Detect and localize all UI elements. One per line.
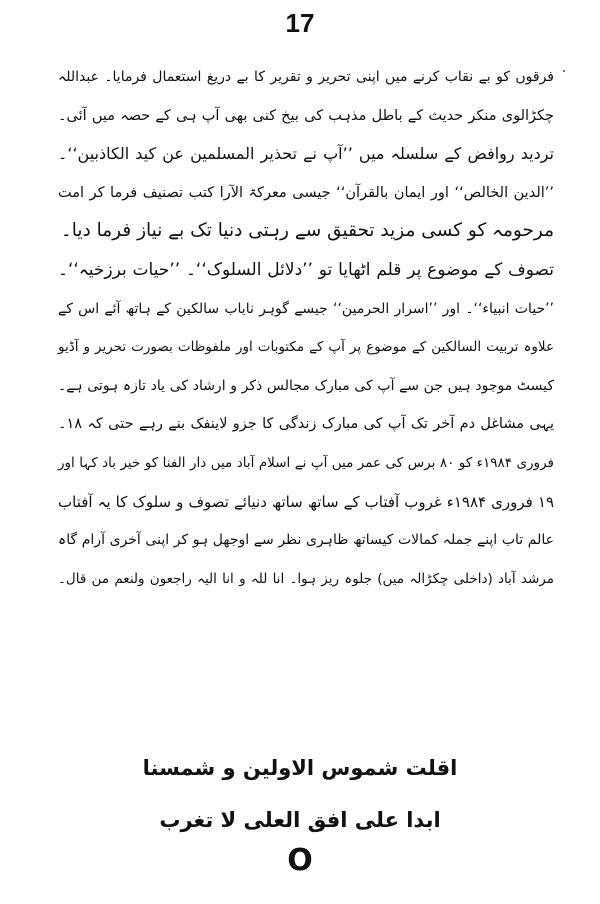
text-line: ’’حیات انبیاء‘‘۔ اور ’’اسرار الحرمین‘‘ جیسے گوہر نایاب سالکین کے ہاتھ آئے اس کے — [58, 300, 554, 317]
text-line: یہی مشاغل دم آخر تک آپ کی مبارک زندگی کا جزو لاینفک بنے رہے حتی کہ ۱۸۔ — [58, 416, 554, 433]
end-mark: O — [287, 843, 313, 878]
text-line: تردید روافض کے سلسلہ میں ’’آپ نے تحذیر المسلمین عن کید الکاذبین‘‘۔ — [58, 144, 554, 164]
text-line: مرشد آباد (داخلی چکڑالہ میں) جلوہ ریز ہوا۔ انا للہ و انا الیہ راجعون ولنعم من قال۔ — [58, 570, 554, 587]
scan-speck — [563, 70, 565, 72]
verse-line-2: ابدا علی افق العلی لا تغرب — [159, 808, 441, 832]
verse-line-1: اقلت شموس الاولین و شمسنا — [142, 756, 458, 780]
body-text — [58, 58, 554, 598]
text-line: فروری ۱۹۸۴ء کو ۸۰ برس کی عمر میں آپ نے اسلام آباد میں دار الفنا کو خیر باد کہا اور — [58, 454, 554, 471]
text-line: چکڑالوی منکر حدیث کے باطل مذہب کی بیخ کنی بھی آپ ہی کے حصہ میں آئی۔ — [58, 107, 554, 124]
text-line: تصوف کے موضوع پر قلم اٹھایا تو ’’دلائل السلوک‘‘۔ ’’حیات برزخیہ‘‘۔ — [58, 259, 554, 280]
text-line: فرقوں کو بے نقاب کرنے میں اپنی تحریر و تقریر کا بے دریغ استعمال فرمایا۔ عبداللہ — [58, 69, 554, 85]
page-number: 17 — [285, 8, 315, 38]
text-line: مرحومہ کو کسی مزید تحقیق سے رہتی دنیا تک بے نیاز فرما دیا۔ — [60, 220, 554, 242]
text-line: ۱۹ فروری ۱۹۸۴ء غروب آفتاب کے ساتھ ساتھ دنیائے تصوف و سلوک کا یہ آفتاب — [58, 492, 555, 511]
text-line: کیسٹ موجود ہیں جن سے آپ کی مبارک مجالس ذکر و ارشاد کی یاد تازہ ہوتی ہے۔ — [58, 377, 554, 394]
text-line: ’’الدین الخالص‘‘ اور ایمان بالقرآن‘‘ جیسی معرکۃ الآرا کتب تصنیف فرما کر امت — [58, 184, 554, 201]
text-line: علاوہ تربیت السالکین کے موضوع پر آپ کے مکتوبات اور ملفوظات بصورت تحریر و آڈیو — [58, 339, 554, 356]
text-line: عالم تاب اپنے جملہ کمالات کیساتھ ظاہری نظر سے اوجھل ہو کر اپنی آخری آرام گاہ — [58, 532, 554, 549]
poem-couplet — [0, 742, 600, 846]
